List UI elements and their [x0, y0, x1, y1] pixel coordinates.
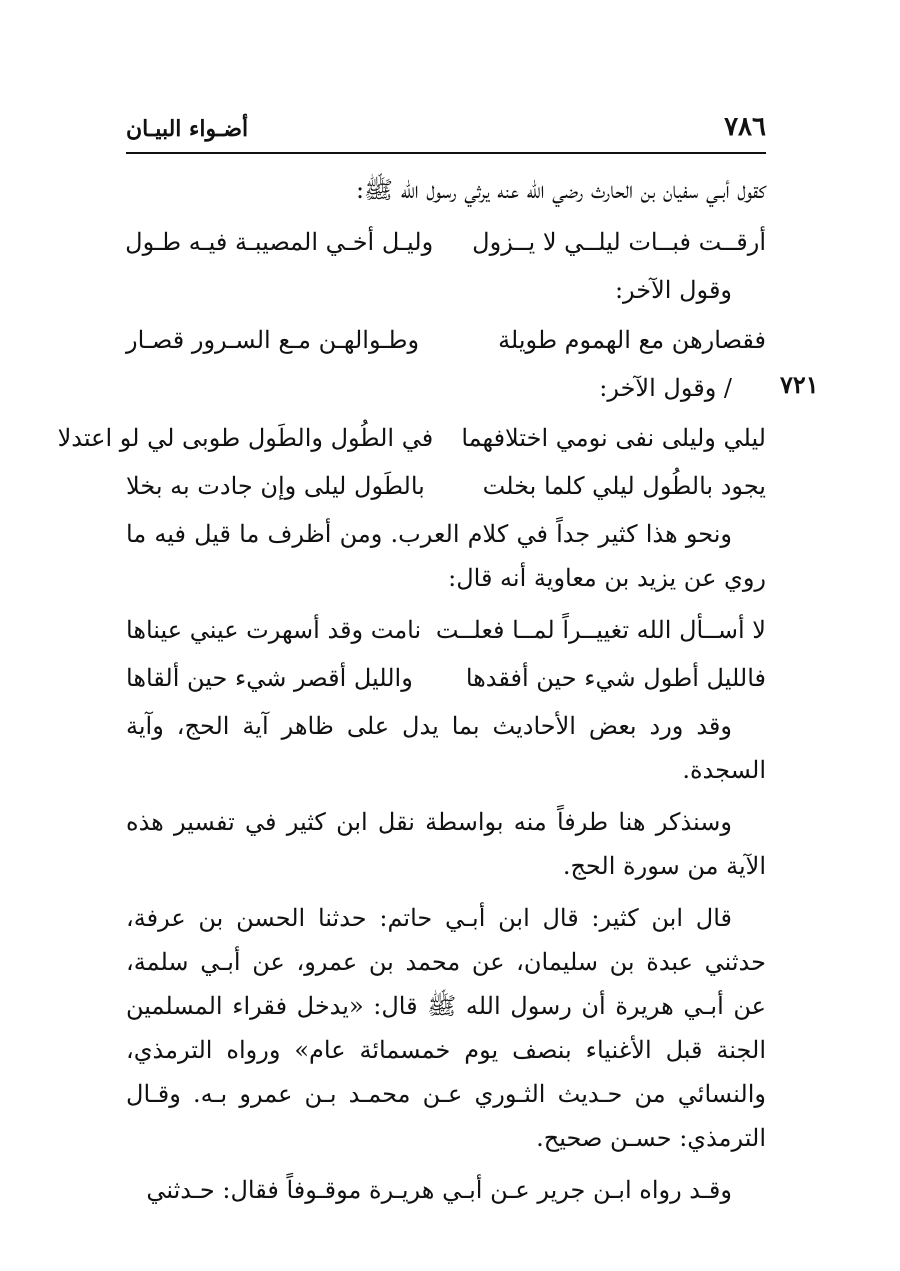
paragraph: ونحو هذا كثير جداً في كلام العرب. ومن أظرف ما قيل فيه ما روي عن يزيد بن معاوية أنه قال: — [126, 520, 766, 592]
paragraph: كقول أبـي سفيان بن الحارث رضي الله عنه يرثي رسول الله ﷺ: — [355, 176, 766, 204]
quote-intro: / وقول الآخر: — [599, 374, 732, 402]
page-number: ٧٨٦ — [724, 112, 766, 142]
verse-first-hemistich: لا أســأل الله تغييــراً لمــا فعلــت — [435, 616, 766, 644]
verse-second-hemistich: نامت وقد أسهرت عيني عيناها — [126, 616, 422, 644]
main-text — [57, 168, 766, 1220]
verse-first-hemistich: أرقــت فبــات ليلــي لا يــزول — [472, 228, 766, 256]
paragraph: وقـد رواه ابـن جرير عـن أبـي هريـرة موقـوفاً فقال: حـدثني — [146, 1176, 732, 1204]
verse-second-hemistich: بالطَول ليلى وإن جادت به بخلا — [126, 472, 425, 500]
verse-line — [126, 608, 766, 652]
verse-second-hemistich: وطـوالهـن مـع السـرور قصـار — [126, 326, 420, 354]
margin-reference-number: ٧٢١ — [780, 370, 819, 399]
verse-line — [126, 220, 766, 264]
quote-intro: وقول الآخر: — [614, 276, 732, 304]
verse-second-hemistich: في الطُول والطَول طوبى لي لو اعتدلا — [57, 424, 434, 452]
page-header — [126, 112, 766, 154]
verse-line — [126, 464, 766, 508]
verse-line — [126, 656, 766, 700]
book-title: أضـواء البيـان — [126, 116, 249, 142]
verse-first-hemistich: فقصارهن مع الهموم طويلة — [498, 326, 766, 354]
paragraph: وقد ورد بعض الأحاديث بما يدل على ظاهر آية الحج، وآية السجدة. — [126, 712, 766, 784]
paragraph: قال ابن كثير: قال ابن أبـي حاتم: حدثنا الحسن بن عرفة، حدثني عبدة بن سليمان، عن محمد بن عمرو، عن أبـي سلمة، عن أبـي هريرة أن رسول الله ﷺ قال: «يدخل فقراء المسلمين الجنة قبل الأغنياء بنصف يوم خمسمائة عام» ورواه الترمذي، والنسائي من حـديث الثـوري عـن محمـد بـن عمرو بـه. وقـال الترمذي: حسـن صحيح. — [126, 904, 766, 1152]
verse-line — [57, 416, 766, 460]
verse-first-hemistich: ليلي وليلى نفى نومي اختلافهما — [461, 424, 766, 452]
verse-line — [126, 318, 766, 362]
verse-first-hemistich: يجود بالطُول ليلي كلما بخلت — [482, 472, 766, 500]
verse-second-hemistich: والليل أقصر شيء حين ألقاها — [126, 664, 413, 692]
paragraph: وسنذكر هنا طرفاً منه بواسطة نقل ابن كثير في تفسير هذه الآية من سورة الحج. — [126, 808, 766, 880]
verse-first-hemistich: فالليل أطول شيء حين أفقدها — [465, 664, 766, 692]
verse-second-hemistich: وليـل أخـي المصيبـة فيـه طـول — [125, 228, 434, 256]
